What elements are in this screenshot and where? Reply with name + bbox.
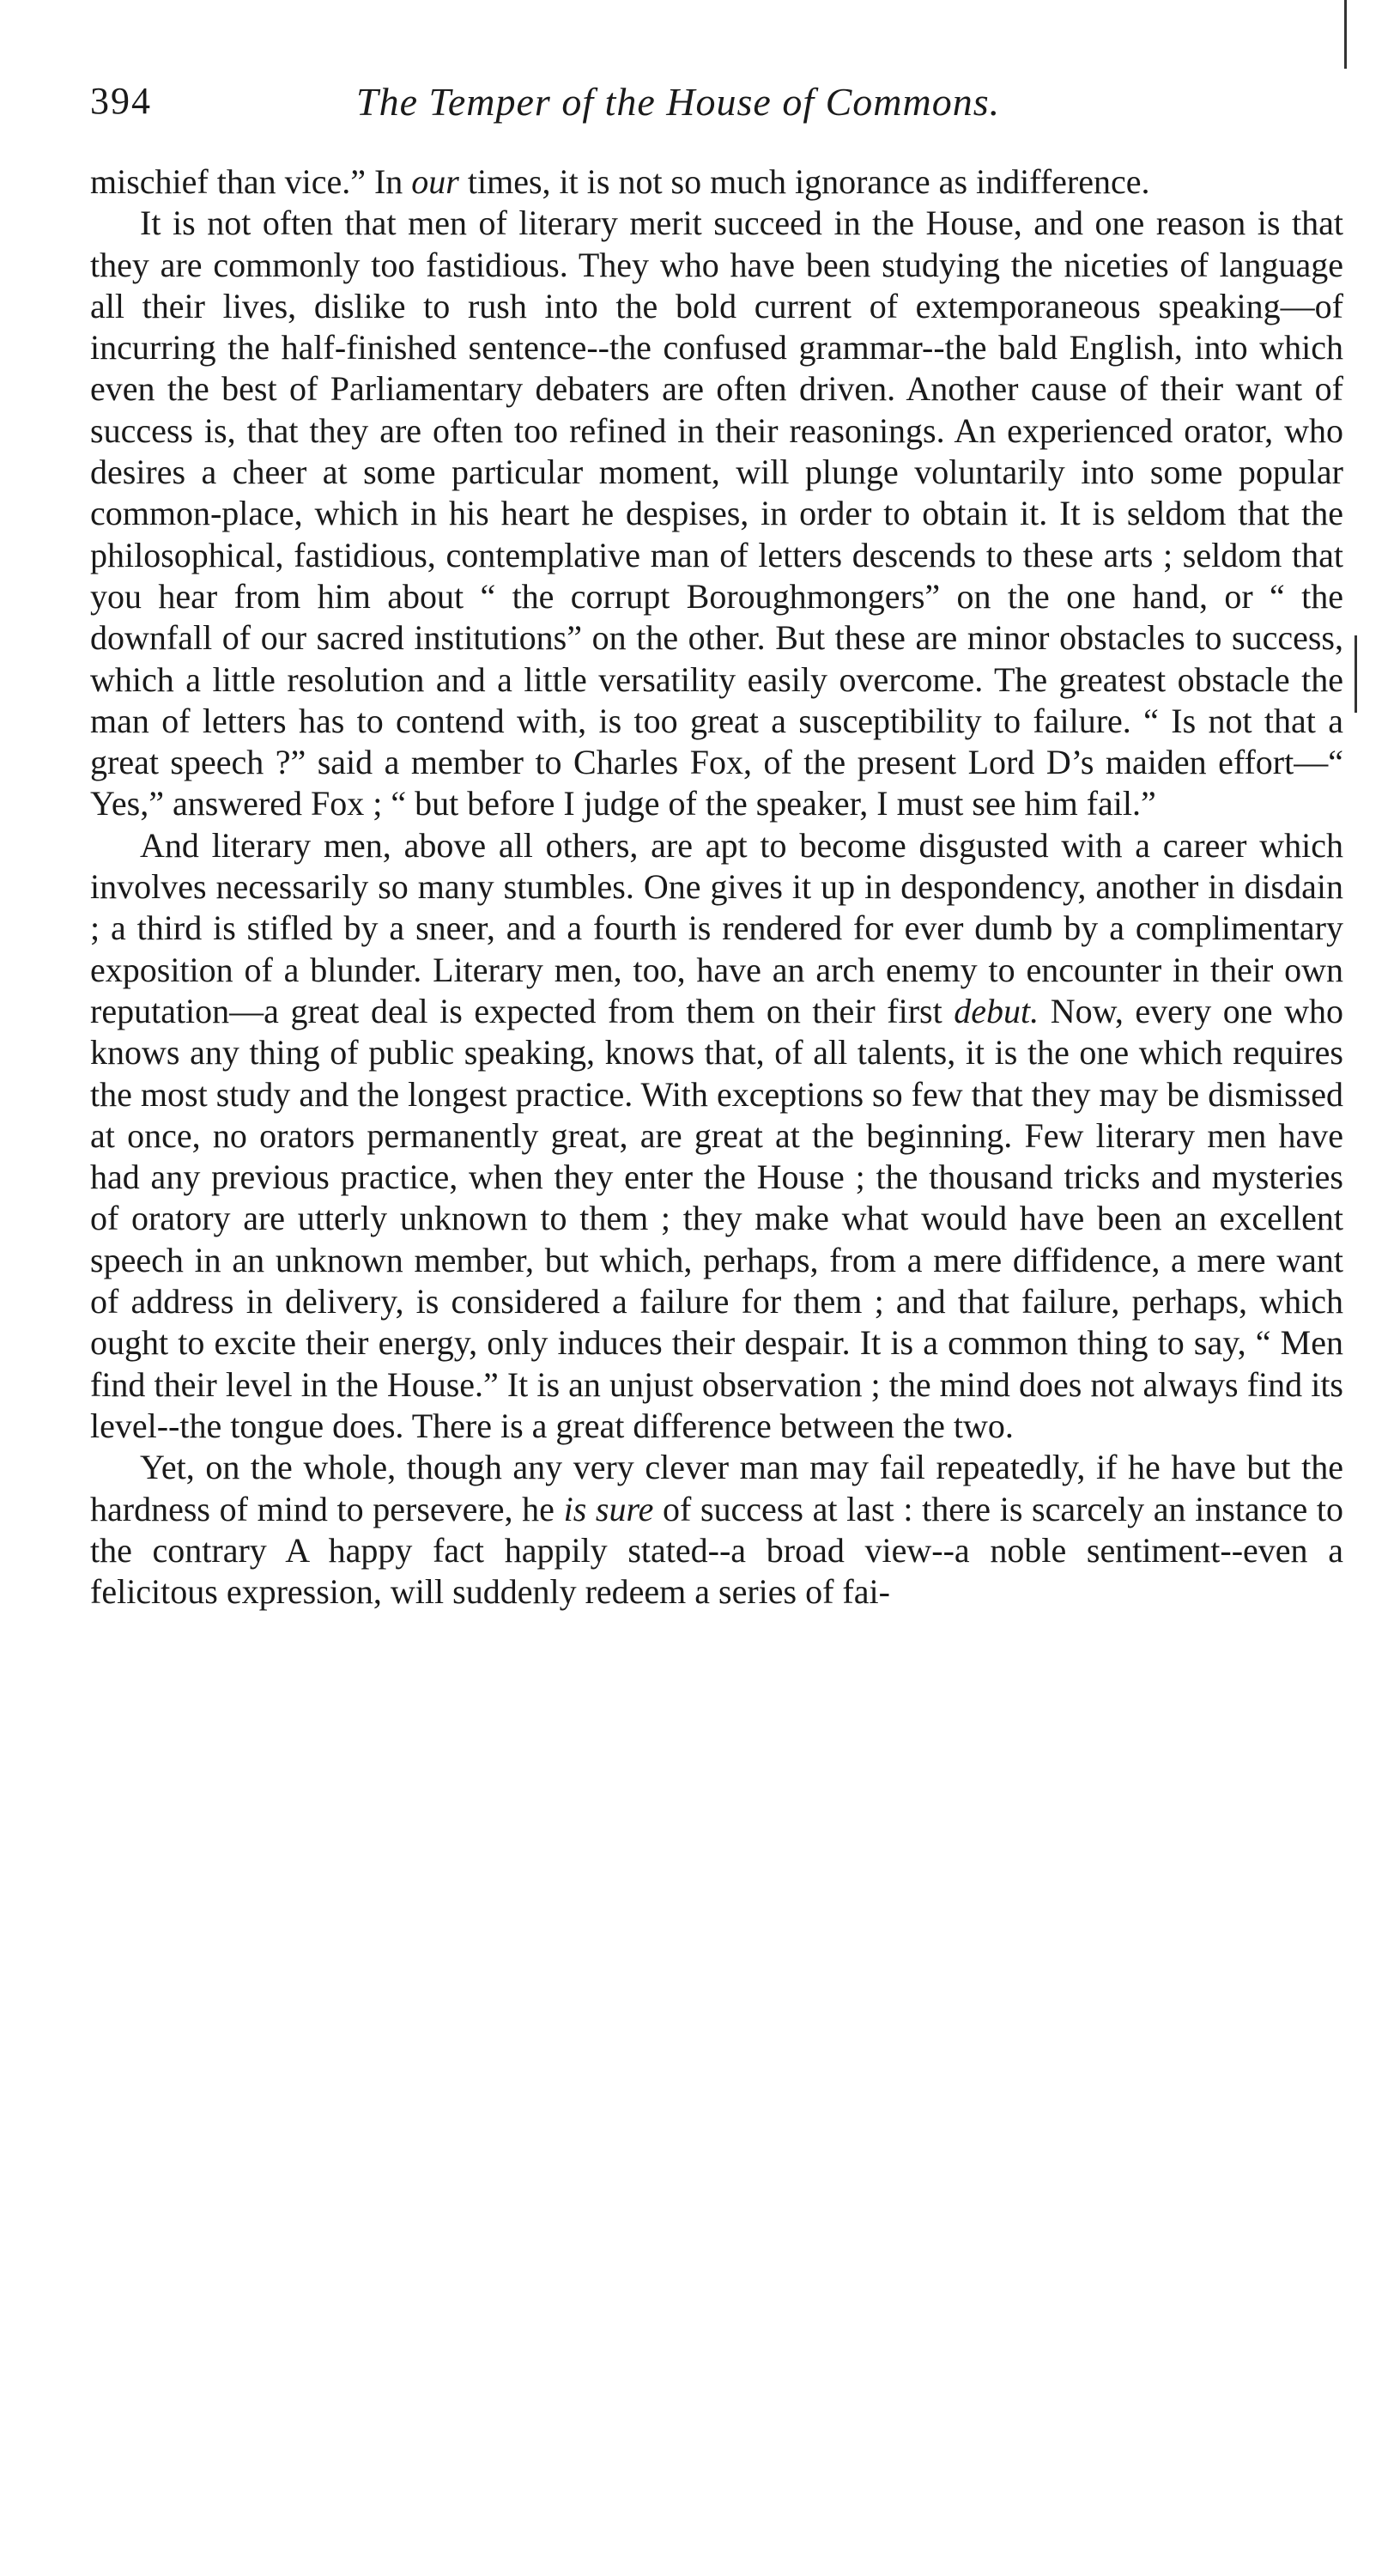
paragraph-1	[90, 161, 1343, 203]
text-run: mischief than vice.” In	[90, 162, 412, 201]
page-edge-mark	[1344, 0, 1347, 69]
page-number: 394	[90, 80, 152, 122]
text-run: Now, every one who knows any thing of public speaking, knows that, of all talents, it is the one which requires the most study and the longest practice. With exceptions so few that they may be dismissed at once, no orators permanently great, are great at the beginning. Few literary men have had any previous practice, when they enter the House ; the thousand tricks and mysteries of oratory are utterly unknown to them ; they make what would have been an excellent speech in an unknown member, but which, perhaps, from a mere diffidence, a mere want of address in delivery, is considered a failure for them ; and that failure, perhaps, which ought to excite their energy, only induces their despair. It is a common thing to say, “ Men find their level in the House.” It is an unjust observation ; the mind does not always find its level--the tongue does. There is a great difference between the two.	[90, 991, 1343, 1445]
paragraph-2	[90, 203, 1343, 824]
italic-run: is sure	[563, 1489, 654, 1528]
margin-mark	[1355, 635, 1357, 713]
paragraph-3	[90, 825, 1343, 1447]
text-run: of success at last : there is scarcely an instance to the contrary A happy fact happily stated--a broad view--a noble sentiment--even a felicitous expression, will suddenly redeem a series of fai-	[90, 1489, 1343, 1612]
text-run: times, it is not so much ignorance as indifference.	[458, 162, 1150, 201]
text-run: It is not often that men of literary merit succeed in the House, and one reason is that they are commonly too fastidious. They who have been studying the niceties of language all their lives, dislike to rush into the bold current of extemporaneous speaking—of incurring the half-finished sentence--the confused grammar--the bald English, into which even the best of Parliamentary debaters are often driven. Another cause of their want of success is, that they are often too refined in their reasonings. An experienced orator, who desires a cheer at some particular moment, will plunge voluntarily into some popular common-place, which in his heart he despises, in order to obtain it. It is seldom that the philosophical, fastidious, contemplative man of letters descends to these arts ; seldom that you hear from him about “ the corrupt Boroughmongers” on the one hand, or “ the downfall of our sacred institutions” on the other. But these are minor obstacles to success, which a little resolution and a little versatility easily overcome. The greatest obstacle the man of letters has to contend with, is too great a susceptibility to failure. “ Is not that a great speech ?” said a member to Charles Fox, of the present Lord D’s maiden effort—“ Yes,” answered Fox ; “ but before I judge of the speaker, I must see him fail.”	[90, 204, 1343, 823]
italic-run: debut.	[954, 991, 1039, 1030]
running-header	[90, 79, 1343, 131]
text-run: Yet, on the whole, though any very clever man may fail repeatedly, if he have but the hardness of mind to persevere, he	[90, 1448, 1343, 1528]
running-title: The Temper of the House of Commons.	[356, 80, 1001, 124]
body-text	[90, 161, 1343, 1613]
italic-run: our	[411, 162, 459, 201]
text-run: And literary men, above all others, are apt to become disgusted with a career which involves necessarily so many stumbles. One gives it up in despondency, another in disdain ; a third is stifled by a sneer, and a fourth is rendered for ever dumb by a complimentary exposition of a blunder. Literary men, too, have an arch enemy to encounter in their own reputation—a great deal is expected from them on their first	[90, 825, 1343, 1030]
paragraph-4	[90, 1447, 1343, 1613]
